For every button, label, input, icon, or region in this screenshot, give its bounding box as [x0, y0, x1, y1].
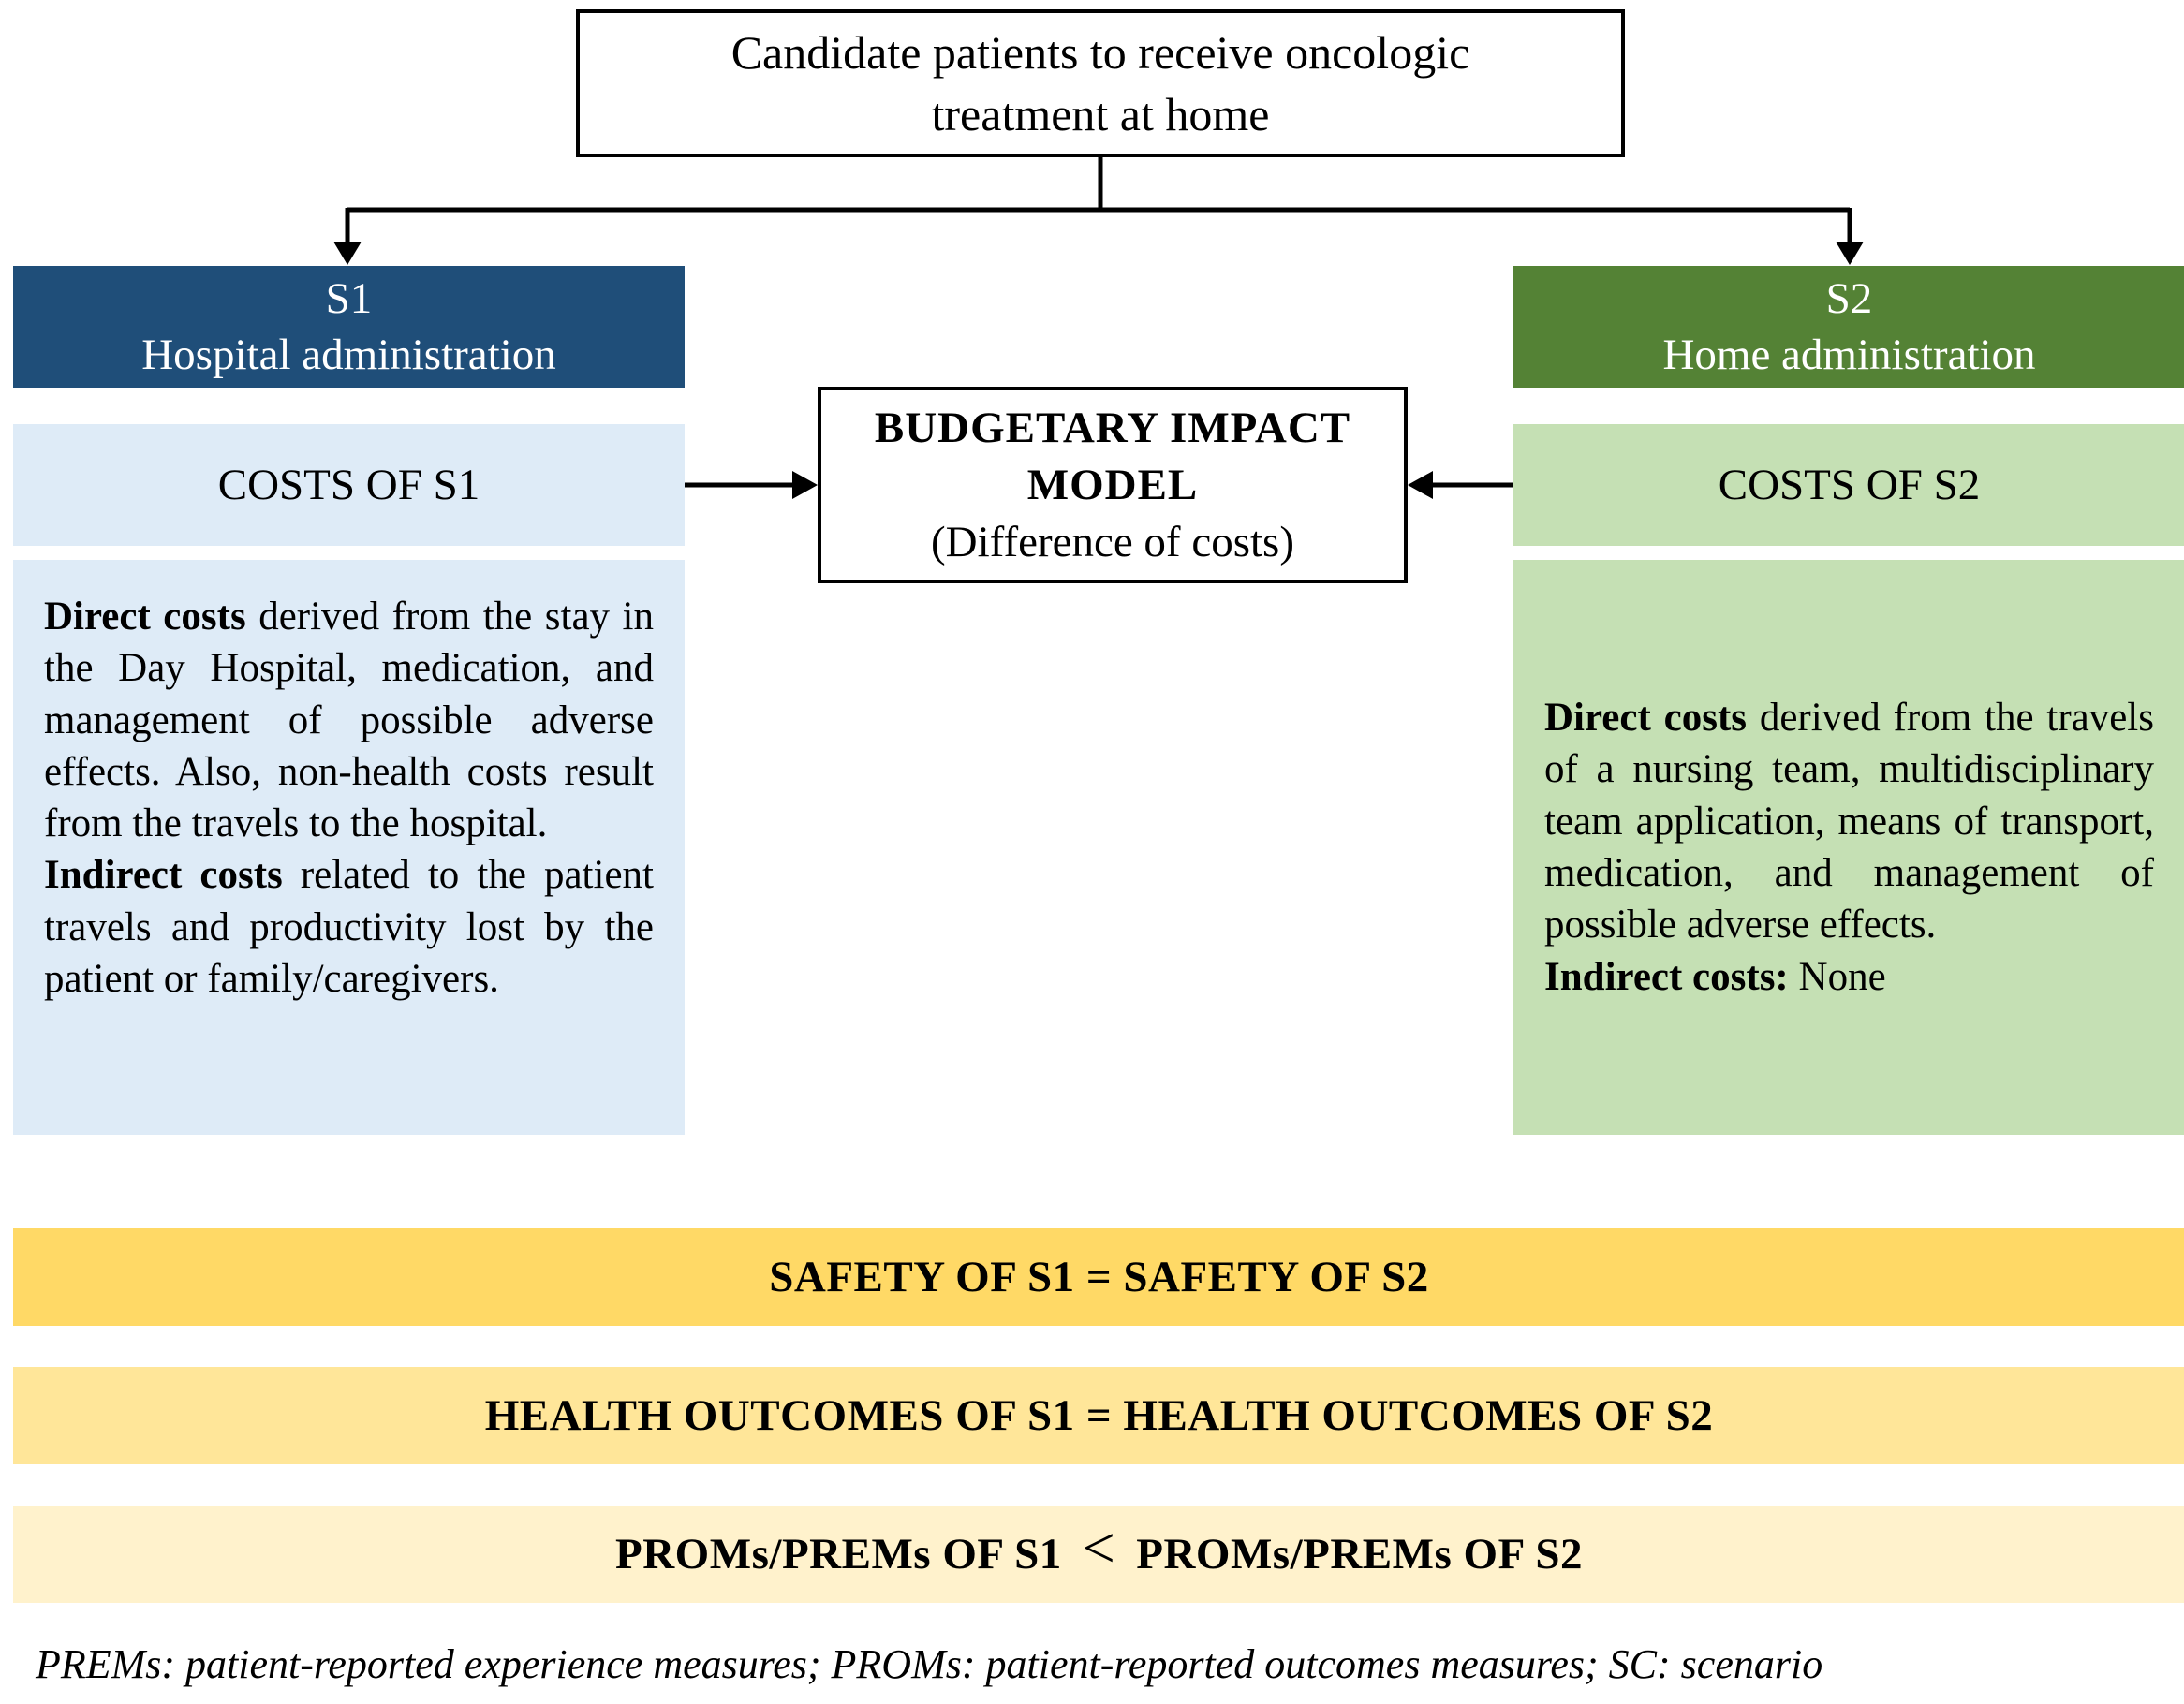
s2-costs-title	[1513, 424, 2184, 546]
s2-indirect-costs	[1544, 951, 2154, 1003]
proms-right-text: PROMs/PREMs OF S2	[1136, 1530, 1583, 1579]
s2-title: Home administration	[1662, 331, 2036, 379]
s2-direct-label: Direct costs	[1544, 696, 1747, 741]
s1-title: Hospital administration	[141, 331, 556, 379]
s1-direct-label: Direct costs	[44, 595, 246, 639]
budget-line-1: BUDGETARY IMPACT	[874, 403, 1351, 452]
candidate-line-2: treatment at home	[931, 88, 1270, 140]
s1-code: S1	[325, 274, 373, 323]
safety-text: SAFETY OF S1 = SAFETY OF S2	[769, 1253, 1429, 1301]
candidate-patients-box	[576, 9, 1625, 157]
s1-indirect-label: Indirect costs	[44, 853, 283, 898]
s1-direct-text: derived from the stay in the Day Hospital, medication, and management of possible adverse effects. Also, non-health costs result from the travels to the hospital.	[44, 595, 654, 846]
less-than-symbol: <	[1082, 1516, 1116, 1580]
budget-line-3: (Difference of costs)	[930, 517, 1294, 566]
s2-indirect-label: Indirect costs:	[1544, 954, 1789, 999]
s2-direct-costs	[1544, 692, 2154, 950]
s1-indirect-costs	[44, 849, 654, 1005]
budget-line-2: MODEL	[1026, 460, 1199, 509]
arrowhead-s2-model	[1408, 471, 1433, 499]
s1-direct-costs	[44, 591, 654, 849]
arrowhead-s1-model	[792, 471, 818, 499]
s1-cost-details	[13, 560, 685, 1135]
safety-band	[13, 1228, 2184, 1326]
footnote: PREMs: patient-reported experience measures; PROMs: patient-reported outcomes measures; SC: scenario	[36, 1641, 1823, 1687]
s2-indirect-text: None	[1788, 954, 1886, 999]
s1-indirect-text: related to the patient travels and productivity lost by the patient or family/caregivers.	[44, 853, 654, 1002]
s2-code: S2	[1825, 274, 1873, 323]
s1-header	[13, 266, 685, 388]
health-outcomes-band	[13, 1367, 2184, 1464]
s1-costs-title	[13, 424, 685, 546]
s1-costs-title-text: COSTS OF S1	[217, 461, 480, 509]
proms-prems-band	[13, 1506, 2184, 1603]
budgetary-impact-model-box	[818, 387, 1408, 583]
s2-direct-text: derived from the travels of a nursing team, multidisciplinary team application, means of transport, medication, and management of possible adverse effects.	[1544, 696, 2154, 947]
s2-costs-title-text: COSTS OF S2	[1718, 461, 1981, 509]
arrowhead-s1	[333, 242, 362, 265]
s2-header	[1513, 266, 2184, 388]
s2-cost-details	[1513, 560, 2184, 1135]
arrowhead-s2	[1836, 242, 1864, 265]
proms-left-text: PROMs/PREMs OF S1	[615, 1530, 1062, 1579]
health-outcomes-text: HEALTH OUTCOMES OF S1 = HEALTH OUTCOMES OF S2	[484, 1391, 1714, 1440]
candidate-line-1: Candidate patients to receive oncologic	[730, 26, 1470, 79]
